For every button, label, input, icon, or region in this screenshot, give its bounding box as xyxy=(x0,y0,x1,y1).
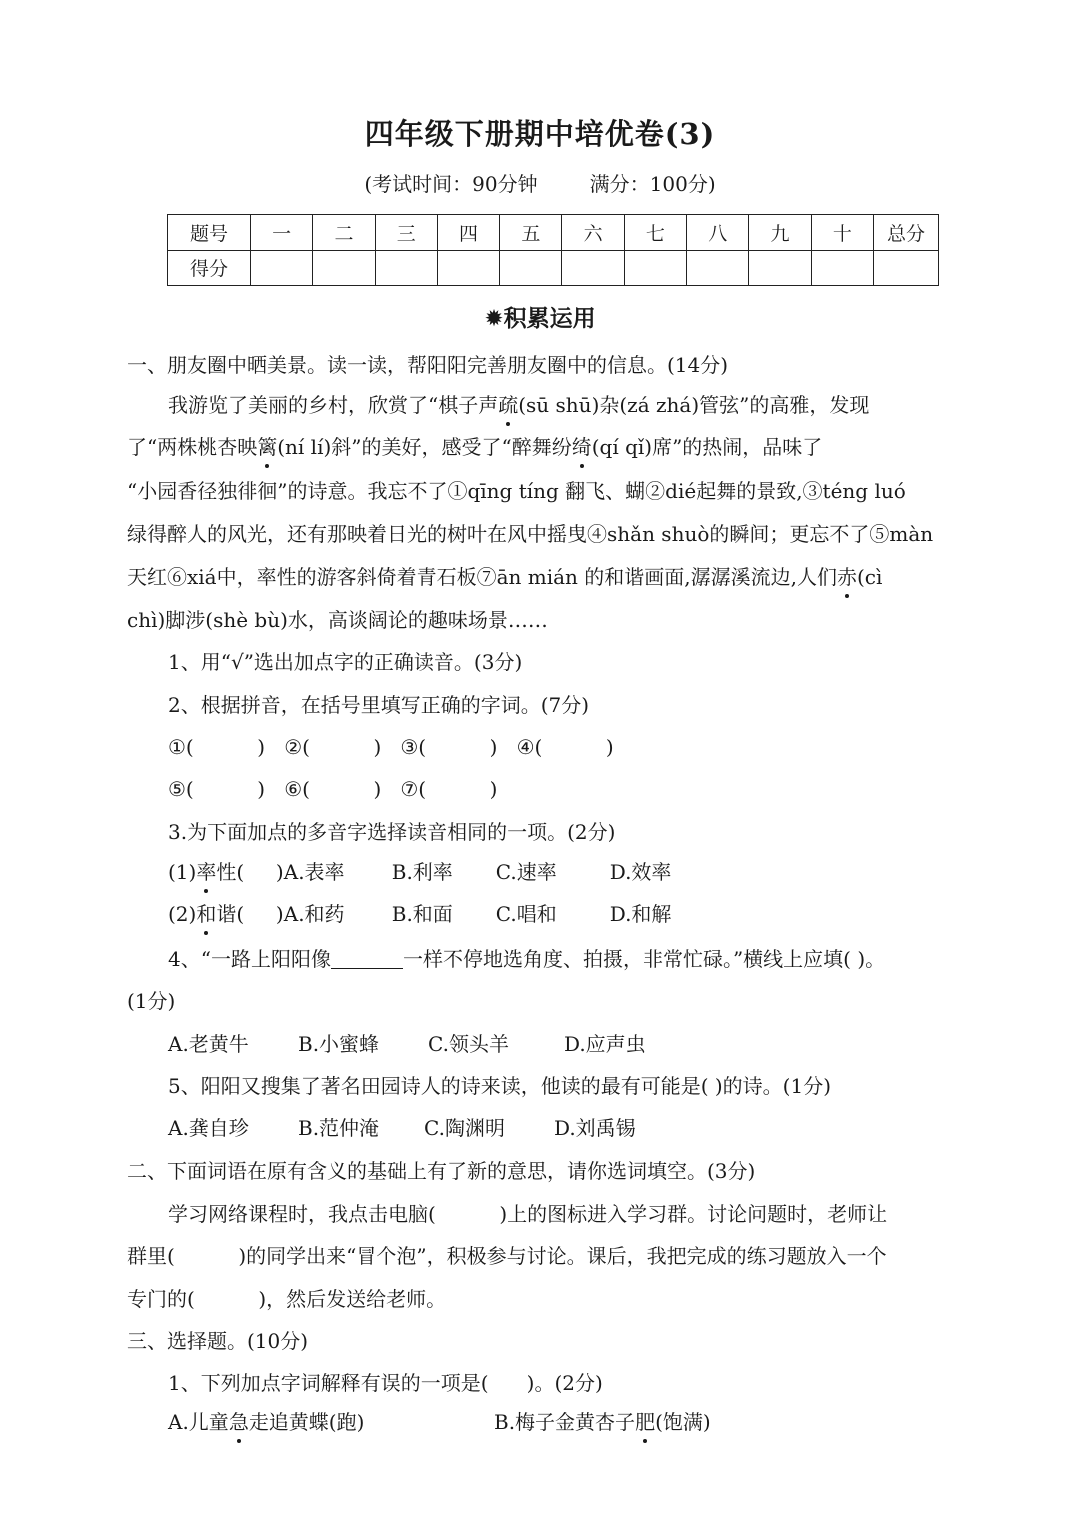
q1-passage-line: 天红⑥xiá中，率性的游客斜倚着青石板⑦ān mián 的和谐画面,潺潺溪流边,人们赤(cì xyxy=(127,565,883,589)
answer-blank[interactable]: ④( ) xyxy=(516,735,614,759)
q1-sub3-row1: (1)率性( )A.表率 B.利率 C.速率 D.效率 xyxy=(168,860,672,884)
q2-passage-line: 群里( )的同学出来“冒个泡”，积极参与讨论。课后，我把完成的练习题放入一个 xyxy=(127,1244,887,1268)
table-cell: 六 xyxy=(562,215,624,251)
option-c[interactable]: C.领头羊 xyxy=(428,1032,509,1056)
option-d[interactable]: D.和解 xyxy=(609,902,672,926)
q1-title: 一、朋友圈中晒美景。读一读，帮阳阳完善朋友圈中的信息。(14分) xyxy=(127,353,729,377)
section-heading: ✹积累运用 xyxy=(484,306,596,332)
q1-sub1: 1、用“√”选出加点字的正确读音。(3分) xyxy=(168,650,523,674)
q1-sub4-options xyxy=(168,1034,646,1054)
table-cell: 五 xyxy=(500,215,562,251)
q1-sub2: 2、根据拼音，在括号里填写正确的字词。(7分) xyxy=(168,693,590,717)
option-d[interactable]: D.应声虫 xyxy=(564,1032,646,1056)
q2-passage-line: 学习网络课程时，我点击电脑( )上的图标进入学习群。讨论问题时，老师让 xyxy=(168,1202,888,1226)
q1-sub4-score: (1分) xyxy=(127,989,176,1013)
table-cell: 题号 xyxy=(168,215,251,251)
answer-blanks-row xyxy=(168,737,614,757)
option-b[interactable]: B.范仲淹 xyxy=(298,1116,380,1140)
q1-sub3: 3.为下面加点的多音字选择读音相同的一项。(2分) xyxy=(168,820,616,844)
score-input-cell[interactable] xyxy=(500,250,562,286)
q1-passage-line: “小园香径独徘徊”的诗意。我忘不了①qīng tíng 翻飞、蝴②dié起舞的景致,③téng luó xyxy=(127,479,906,503)
option-a[interactable]: A.龚自珍 xyxy=(168,1116,249,1140)
fill-line[interactable] xyxy=(331,950,403,969)
table-cell: 三 xyxy=(375,215,437,251)
score-input-cell[interactable] xyxy=(811,250,873,286)
q1-passage-line: 了“两株桃杏映篱(ní lí)斜”的美好，感受了“醉舞纷绮(qí qǐ)席”的热闹，品味了 xyxy=(127,435,823,459)
table-cell: 得分 xyxy=(168,250,251,286)
score-input-cell[interactable] xyxy=(624,250,686,286)
table-cell: 一 xyxy=(251,215,313,251)
q1-sub4: 4、“一路上阳阳像 一样不停地选角度、拍摄，非常忙碌。”横线上应填( )。 xyxy=(168,947,886,971)
answer-blank[interactable]: ②( ) xyxy=(284,735,382,759)
score-table-header-row xyxy=(168,215,939,251)
score-input-cell[interactable] xyxy=(313,250,375,286)
score-input-cell[interactable] xyxy=(375,250,437,286)
option-c[interactable]: C.速率 xyxy=(495,860,557,884)
score-input-cell[interactable] xyxy=(874,250,939,286)
option-b[interactable]: B.梅子金黄杏子肥(饱满) xyxy=(494,1410,711,1434)
exam-time: (考试时间：90分钟 xyxy=(364,172,538,196)
table-cell: 四 xyxy=(437,215,499,251)
score-input-cell[interactable] xyxy=(437,250,499,286)
q1-sub3-row2: (2)和谐( )A.和药 B.和面 C.唱和 D.和解 xyxy=(168,902,672,926)
answer-blank[interactable]: ③( ) xyxy=(400,735,498,759)
option-a[interactable]: A.表率 xyxy=(283,860,345,884)
q1-passage-line: 绿得醉人的风光，还有那映着日光的树叶在风中摇曳④shǎn shuò的瞬间；更忘不了⑤màn xyxy=(127,522,934,546)
q1-sub5: 5、阳阳又搜集了著名田园诗人的诗来读，他读的最有可能是( )的诗。(1分) xyxy=(168,1074,832,1098)
score-table xyxy=(167,214,939,286)
answer-blank[interactable]: ⑦( ) xyxy=(400,777,498,801)
q1-sub5-options xyxy=(168,1118,636,1138)
option-d[interactable]: D.效率 xyxy=(609,860,672,884)
option-d[interactable]: D.刘禹锡 xyxy=(554,1116,636,1140)
score-input-cell[interactable] xyxy=(251,250,313,286)
answer-blank[interactable]: ⑤( ) xyxy=(168,777,266,801)
q3-sub1-options xyxy=(168,1412,711,1432)
table-cell: 二 xyxy=(313,215,375,251)
table-cell: 九 xyxy=(749,215,811,251)
option-a[interactable]: A.和药 xyxy=(283,902,345,926)
score-table-score-row xyxy=(168,250,939,286)
q3-title: 三、选择题。(10分) xyxy=(127,1329,309,1353)
table-cell: 八 xyxy=(687,215,749,251)
answer-blank[interactable]: ①( ) xyxy=(168,735,266,759)
q2-passage-line: 专门的( )，然后发送给老师。 xyxy=(127,1287,447,1311)
q3-sub1: 1、下列加点字词解释有误的一项是( )。(2分) xyxy=(168,1371,603,1395)
option-a[interactable]: A.老黄牛 xyxy=(168,1032,249,1056)
table-cell: 总分 xyxy=(874,215,939,251)
exam-info xyxy=(0,168,1080,197)
option-c[interactable]: C.陶渊明 xyxy=(424,1116,505,1140)
score-input-cell[interactable] xyxy=(749,250,811,286)
score-input-cell[interactable] xyxy=(562,250,624,286)
q2-title: 二、下面词语在原有含义的基础上有了新的意思，请你选词填空。(3分) xyxy=(127,1159,756,1183)
full-score: 满分：100分) xyxy=(589,172,716,196)
option-b[interactable]: B.利率 xyxy=(391,860,453,884)
option-b[interactable]: B.和面 xyxy=(391,902,453,926)
answer-blanks-row xyxy=(168,779,497,799)
option-c[interactable]: C.唱和 xyxy=(495,902,557,926)
table-cell: 十 xyxy=(811,215,873,251)
option-b[interactable]: B.小蜜蜂 xyxy=(298,1032,380,1056)
answer-blank[interactable]: ⑥( ) xyxy=(284,777,382,801)
score-input-cell[interactable] xyxy=(687,250,749,286)
q1-passage-line: chì)脚涉(shè bù)水，高谈阔论的趣味场景…… xyxy=(127,608,548,632)
table-cell: 七 xyxy=(624,215,686,251)
page-title: 四年级下册期中培优卷(3) xyxy=(364,117,716,151)
option-a[interactable]: A.儿童急走追黄蝶(跑) xyxy=(168,1410,365,1434)
q1-passage-line: 我游览了美丽的乡村，欣赏了“棋子声疏(sū shū)杂(zá zhá)管弦”的高雅，发现 xyxy=(168,393,870,417)
